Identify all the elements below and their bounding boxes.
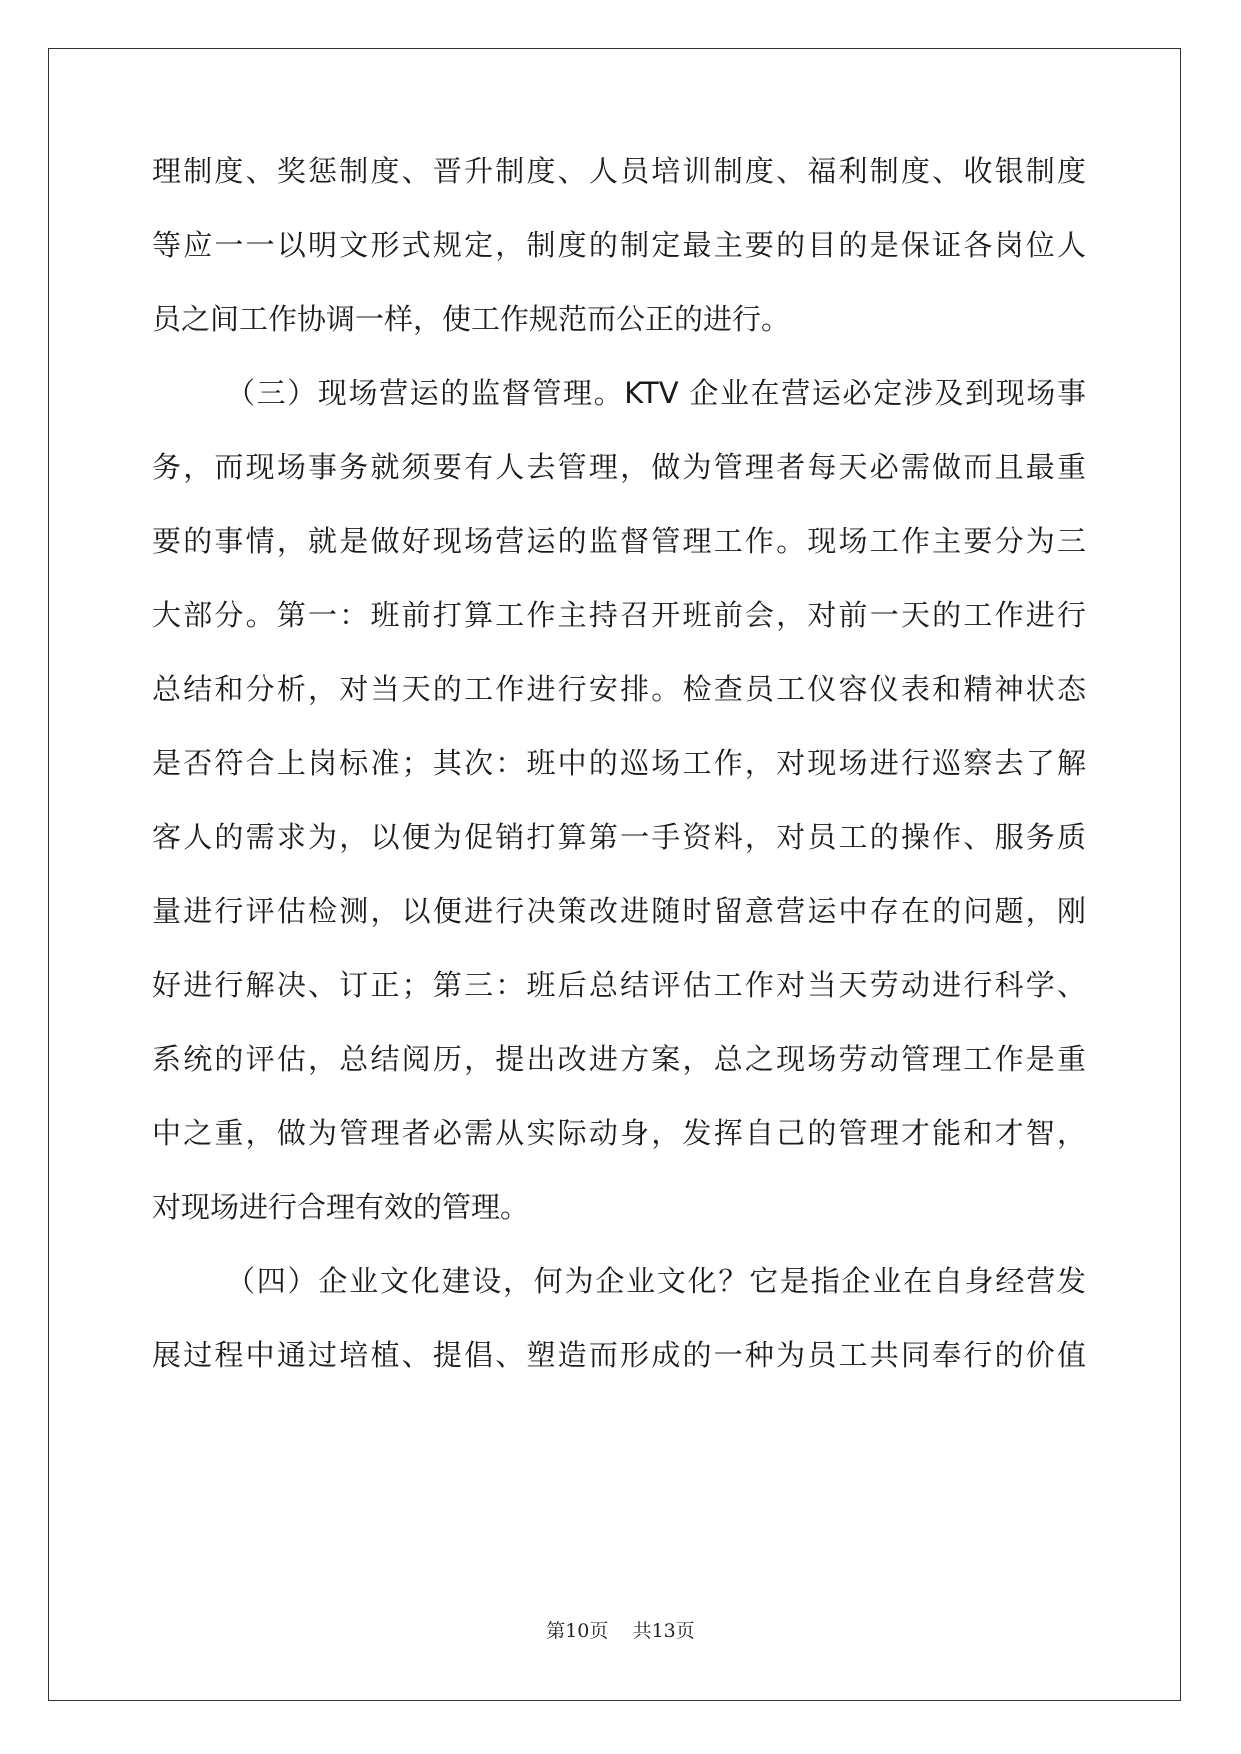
text-line: 务，而现场事务就须要有人去管理，做为管理者每天必需做而且最重 xyxy=(152,450,1086,484)
page-footer xyxy=(0,1616,1241,1643)
text-line: 展过程中通过培植、提倡、塑造而形成的一种为员工共同奉行的价值 xyxy=(152,1338,1086,1372)
text-line: （四）企业文化建设，何为企业文化？它是指企业在自身经营发 xyxy=(226,1264,1086,1298)
text-line: 要的事情，就是做好现场营运的监督管理工作。现场工作主要分为三 xyxy=(152,524,1086,558)
text-line: 等应一一以明文形式规定，制度的制定最主要的目的是保证各岗位人 xyxy=(152,228,1086,262)
page-number: 第10页 xyxy=(546,1620,609,1642)
text-line: （三）现场营运的监督管理。KTV 企业在营运必定涉及到现场事 xyxy=(226,376,1086,410)
text-line: 量进行评估检测，以便进行决策改进随时留意营运中存在的问题，刚 xyxy=(152,894,1086,928)
text-line: 大部分。第一：班前打算工作主持召开班前会，对前一天的工作进行 xyxy=(152,598,1086,632)
text-line: 理制度、奖惩制度、晋升制度、人员培训制度、福利制度、收银制度 xyxy=(152,154,1086,188)
page-total: 共13页 xyxy=(632,1620,695,1642)
text-line: 系统的评估，总结阅历，提出改进方案，总之现场劳动管理工作是重 xyxy=(152,1042,1086,1076)
text-line: 客人的需求为，以便为促销打算第一手资料，对员工的操作、服务质 xyxy=(152,820,1086,854)
text-line: 总结和分析，对当天的工作进行安排。检查员工仪容仪表和精神状态 xyxy=(152,672,1086,706)
text-line: 好进行解决、订正；第三：班后总结评估工作对当天劳动进行科学、 xyxy=(152,968,1086,1002)
text-line: 是否符合上岗标准；其次：班中的巡场工作，对现场进行巡察去了解 xyxy=(152,746,1086,780)
text-line: 中之重，做为管理者必需从实际动身，发挥自己的管理才能和才智， xyxy=(152,1116,1086,1150)
text-line: 员之间工作协调一样，使工作规范而公正的进行。 xyxy=(152,302,791,336)
text-line: 对现场进行合理有效的管理。 xyxy=(152,1190,530,1224)
